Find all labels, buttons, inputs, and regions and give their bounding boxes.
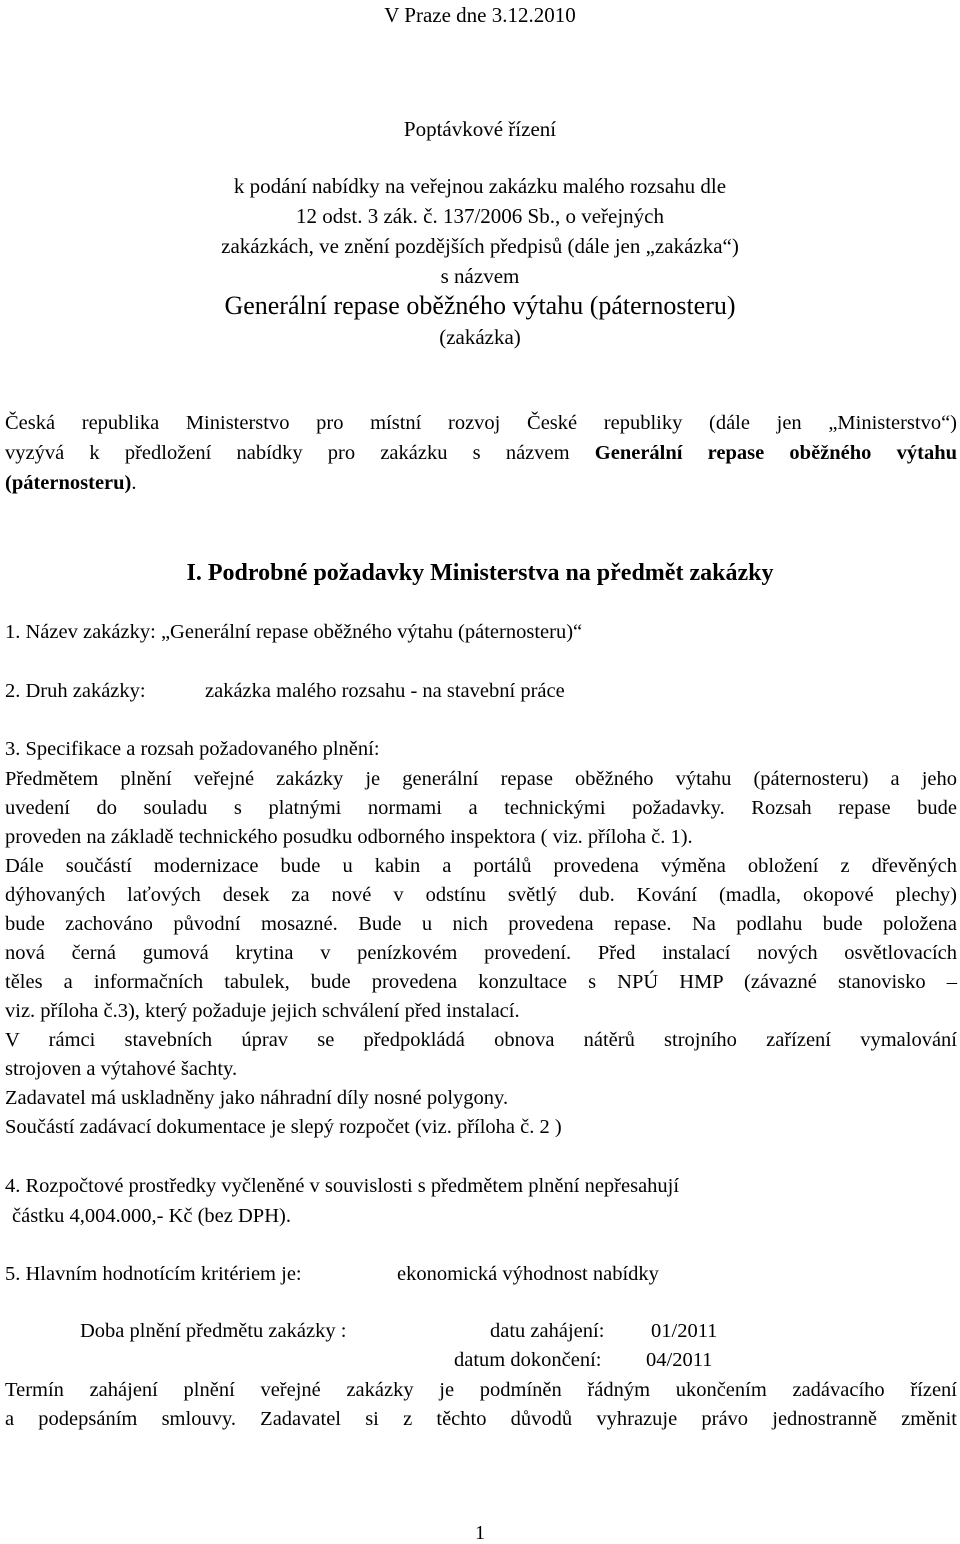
closing-line: Termín zahájení plnění veřejné zakázky je podmíněn řádným ukončením zadávacího řízení [5,1379,957,1401]
specification-line: viz. příloha č.3), který požaduje jejich schválení před instalací. [5,1000,520,1022]
specification-line: bude zachováno původní mosazné. Bude u nich provedena repase. Na podlahu bude položena [5,913,957,935]
closing-line: a podepsáním smlouvy. Zadavatel si z těchto důvodů vyhrazuje právo jednostranně změnit [5,1408,957,1430]
specification-line: Dále součástí modernizace bude u kabin a portálů provedena výměna obložení z dřevěných [5,855,957,877]
specification-line: dýhovaných laťových desek za nové v odstínu světlý dub. Kování (madla, okopové plechy) [5,884,957,906]
invitation-line [5,443,957,464]
procedure-type: Poptávkové řízení [403,117,557,141]
invitation-contract-name: Generální repase oběžného výtahu [594,442,957,464]
intro-line: zakázkách, ve znění pozdějších předpisů (dále jen „zakázka“) [221,234,739,258]
specification-line: proveden na základě technického posudku odborného inspektora ( viz. příloha č. 1). [5,826,693,848]
budget-line: 4. Rozpočtové prostředky vyčleněné v souvislosti s předmětem plnění nepřesahují [5,1175,680,1197]
invitation-text: . [131,472,137,494]
schedule-end-label: datum dokončení: [454,1349,602,1371]
specification-line: Součástí zadávací dokumentace je slepý rozpočet (viz. příloha č. 2 ) [5,1116,562,1138]
specification-line: V rámci stavebních úprav se předpokládá obnova nátěrů strojního zařízení vymalování [5,1029,957,1051]
specification-line: strojoven a výtahové šachty. [5,1058,238,1080]
schedule-start-label: datu zahájení: [490,1320,605,1342]
invitation-line: Česká republika Ministerstvo pro místní rozvoj České republiky (dále jen „Ministerstvo“) [5,412,957,434]
intro-line: k podání nabídky na veřejnou zakázku malého rozsahu dle [233,174,727,198]
schedule-label: Doba plnění předmětu zakázky : [80,1320,347,1342]
invitation-line [5,473,137,494]
specification-line: nová černá gumová krytina v penízkovém provedení. Před instalací nových osvětlovacích [5,942,957,964]
item-contract-name: 1. Název zakázky: „Generální repase oběžného výtahu (páternosteru)“ [5,621,583,643]
schedule-end-value: 04/2011 [646,1349,713,1371]
criterion-value: ekonomická výhodnost nabídky [397,1263,659,1285]
invitation-contract-name: (páternosteru) [5,472,132,494]
contract-label: (zakázka) [439,325,521,349]
intro-line: s názvem [440,264,520,288]
item-specification-label: 3. Specifikace a rozsah požadovaného plnění: [5,738,380,760]
intro-line: 12 odst. 3 zák. č. 137/2006 Sb., o veřejných [295,204,665,228]
item-contract-type-label: 2. Druh zakázky: [5,680,146,702]
item-contract-type-value: zakázka malého rozsahu - na stavební práce [205,680,565,702]
specification-line: těles a informačních tabulek, bude provedena konzultace s NPÚ HMP (závazné stanovisko – [5,971,957,993]
budget-amount: částku 4,004.000,- Kč (bez DPH). [12,1205,291,1227]
invitation-text: vyzývá k předložení nabídky pro zakázku s názvem [5,442,595,464]
document-date: V Praze dne 3.12.2010 [384,3,576,27]
schedule-start-value: 01/2011 [651,1320,718,1342]
specification-line: uvedení do souladu s platnými normami a technickými požadavky. Rozsah repase bude [5,797,957,819]
contract-title: Generální repase oběžného výtahu (páternosteru) [224,291,736,320]
criterion-label: 5. Hlavním hodnotícím kritériem je: [5,1263,302,1285]
page-number: 1 [475,1522,485,1544]
section-heading: I. Podrobné požadavky Ministerstva na předmět zakázky [186,560,774,586]
specification-line: Zadavatel má uskladněny jako náhradní díly nosné polygony. [5,1087,509,1109]
specification-line: Předmětem plnění veřejné zakázky je generální repase oběžného výtahu (páternosteru) a jeho [5,768,957,790]
